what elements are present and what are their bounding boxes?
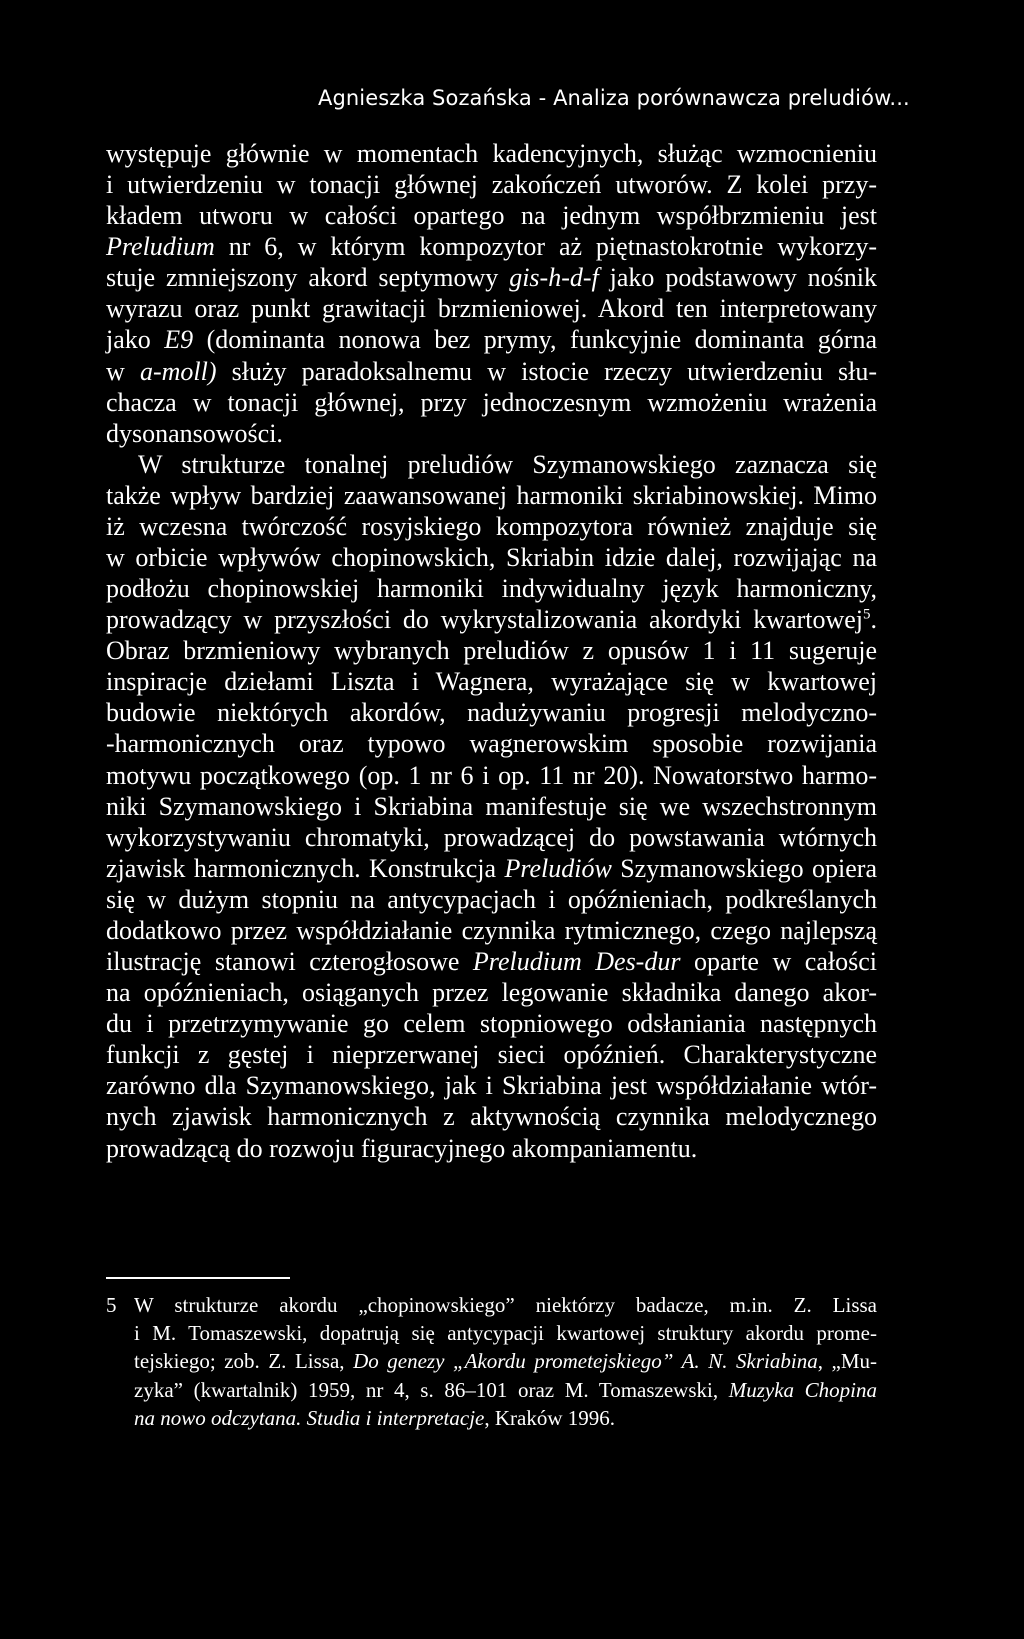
text-segment: dysonansowości. — [106, 418, 283, 448]
footnote-line — [106, 1404, 877, 1432]
text-segment: Obraz brzmieniowy wybranych preludiów z opusów 1 i 11 sugeruje — [106, 636, 877, 666]
text-segment: wykorzystywaniu chromatyki, prowadzącej do powstawania wtórnych — [106, 822, 877, 852]
text-segment: . — [870, 605, 877, 635]
text-line — [106, 760, 877, 791]
text-line — [106, 666, 877, 697]
text-segment: oparte w całości — [680, 947, 877, 977]
text-segment: inspiracje dziełami Liszta i Wagnera, wyrażające się w kwartowej — [106, 667, 877, 697]
italic-text: Do genezy „Akordu prometejskiego” A. N. Skriabina — [353, 1349, 818, 1374]
text-segment: zyka” (kwartalnik) 1959, nr 4, s. 86–101 oraz M. Tomaszewski, — [134, 1377, 729, 1402]
italic-text: Preludiów — [504, 853, 612, 883]
italic-text: a-moll) — [139, 356, 217, 386]
text-line — [106, 200, 877, 231]
text-segment: Szymanowskiego opiera — [611, 853, 877, 883]
text-line — [106, 138, 877, 169]
text-line — [106, 573, 877, 604]
text-line — [106, 791, 877, 822]
text-segment: wyrazu oraz punkt grawitacji brzmieniowej. Akord ten interpretowany — [106, 294, 877, 324]
text-line — [106, 884, 877, 915]
footnote-line — [106, 1319, 877, 1347]
text-line — [106, 1133, 877, 1164]
text-segment: nr 6, w którym kompozytor aż piętnastokrotnie wykorzy- — [214, 232, 877, 262]
text-segment: na opóźnieniach, osiąganych przez legowanie składnika danego akor- — [106, 978, 877, 1008]
text-segment: -harmonicznych oraz typowo wagnerowskim sposobie rozwijania — [106, 729, 877, 759]
text-line — [106, 977, 877, 1008]
text-line — [106, 262, 877, 293]
text-segment: prowadzący w przyszłości do wykrystalizowania akordyki kwartowej — [106, 605, 863, 635]
text-segment: także wpływ bardziej zaawansowanej harmoniki skriabinowskiej. Mimo — [106, 480, 877, 510]
text-segment: (dominanta nonowa bez prymy, funkcyjnie dominanta górna — [193, 325, 877, 355]
text-line — [106, 511, 877, 542]
text-segment: w — [106, 356, 140, 386]
text-line — [106, 387, 877, 418]
footnote-line — [106, 1291, 877, 1319]
italic-text: Preludium — [106, 232, 215, 262]
text-segment: niki Szymanowskiego i Skriabina manifestuje się we wszechstronnym — [106, 791, 877, 821]
text-line — [106, 480, 877, 511]
text-line — [106, 1039, 877, 1070]
text-segment: się w dużym stopniu na antycypacjach i opóźnieniach, podkreślanych — [106, 884, 877, 914]
text-line — [106, 1008, 877, 1039]
text-segment: W strukturze akordu „chopinowskiego” niektórzy badacze, m.in. Z. Lissa — [134, 1293, 877, 1317]
text-line — [106, 356, 877, 387]
text-line — [106, 418, 877, 449]
text-line — [106, 915, 877, 946]
text-line — [106, 635, 877, 666]
text-line — [106, 604, 877, 635]
text-segment: stuje zmniejszony akord septymowy — [106, 263, 510, 293]
text-line — [106, 728, 877, 759]
footnote-line — [106, 1376, 877, 1404]
text-segment: i utwierdzeniu w tonacji głównej zakończeń utworów. Z kolei przy- — [106, 170, 877, 200]
footnote-separator — [106, 1277, 290, 1279]
footnote-line — [106, 1347, 877, 1375]
text-segment: podłożu chopinowskiej harmoniki indywidualny język harmoniczny, — [106, 574, 877, 604]
text-segment: budowie niektórych akordów, nadużywaniu progresji melodyczno- — [106, 698, 877, 728]
text-segment: iż wczesna twórczość rosyjskiego kompozytora również znajduje się — [106, 511, 877, 541]
text-line — [106, 293, 877, 324]
text-segment: dodatkowo przez współdziałanie czynnika rytmicznego, czego najlepszą — [106, 915, 877, 945]
text-line — [106, 822, 877, 853]
text-segment: jako — [106, 325, 165, 355]
footnotes — [106, 1291, 877, 1432]
text-line — [106, 169, 877, 200]
text-line — [106, 946, 877, 977]
footnote-number: 5 — [106, 1293, 117, 1317]
text-segment: chacza w tonacji głównej, przy jednoczesnym wzmożeniu wrażenia — [106, 387, 877, 417]
text-segment: zjawisk harmonicznych. Konstrukcja — [106, 853, 505, 883]
running-header: Agnieszka Sozańska - Analiza porównawcza preludiów... — [318, 86, 910, 110]
text-segment: funkcji z gęstej i nieprzerwanej sieci opóźnień. Charakterystyczne — [106, 1040, 877, 1070]
text-segment: w orbicie wpływów chopinowskich, Skriabin idzie dalej, rozwijając na — [106, 543, 877, 573]
italic-text: E9 — [164, 325, 194, 355]
text-segment: i M. Tomaszewski, dopatrują się antycypacji kwartowej struktury akordu prome- — [134, 1321, 877, 1346]
text-segment: służy paradoksalnemu w istocie rzeczy utwierdzeniu słu- — [216, 356, 877, 386]
footnote-reference: 5 — [863, 606, 871, 623]
text-segment: zarówno dla Szymanowskiego, jak i Skriabina jest współdziałanie wtór- — [106, 1071, 877, 1101]
text-segment: , „Mu- — [817, 1349, 877, 1374]
text-segment: ilustrację stanowi czterogłosowe — [106, 947, 473, 977]
text-segment: kładem utworu w całości opartego na jednym współbrzmieniu jest — [106, 201, 877, 231]
text-line — [106, 697, 877, 728]
italic-text: Preludium Des-dur — [472, 947, 681, 977]
text-segment: motywu początkowego (op. 1 nr 6 i op. 11 nr 20). Nowatorstwo harmo- — [106, 760, 877, 790]
italic-text: gis-h-d-f — [509, 263, 599, 293]
text-segment: nych zjawisk harmonicznych z aktywnością czynnika melodycznego — [106, 1102, 877, 1132]
text-line — [106, 853, 877, 884]
text-line — [106, 1101, 877, 1132]
text-segment: W strukturze tonalnej preludiów Szymanowskiego zaznacza się — [138, 449, 877, 479]
text-segment: , Kraków 1996. — [484, 1405, 616, 1430]
text-line — [106, 231, 877, 262]
text-segment: tejskiego; zob. Z. Lissa, — [134, 1349, 354, 1374]
text-segment: jako podstawowy nośnik — [598, 263, 877, 293]
text-segment: du i przetrzymywanie go celem stopniowego odsłaniania następnych — [106, 1009, 877, 1039]
text-line — [106, 449, 877, 480]
italic-text: Muzyka Chopina — [728, 1377, 877, 1402]
italic-text: na nowo odczytana. Studia i interpretacje — [134, 1405, 485, 1430]
text-line — [106, 324, 877, 355]
text-segment: prowadzącą do rozwoju figuracyjnego akompaniamentu. — [106, 1133, 698, 1163]
body-text — [106, 138, 877, 1164]
text-line — [106, 542, 877, 573]
text-line — [106, 1070, 877, 1101]
text-segment: występuje głównie w momentach kadencyjnych, służąc wzmocnieniu — [106, 139, 877, 168]
